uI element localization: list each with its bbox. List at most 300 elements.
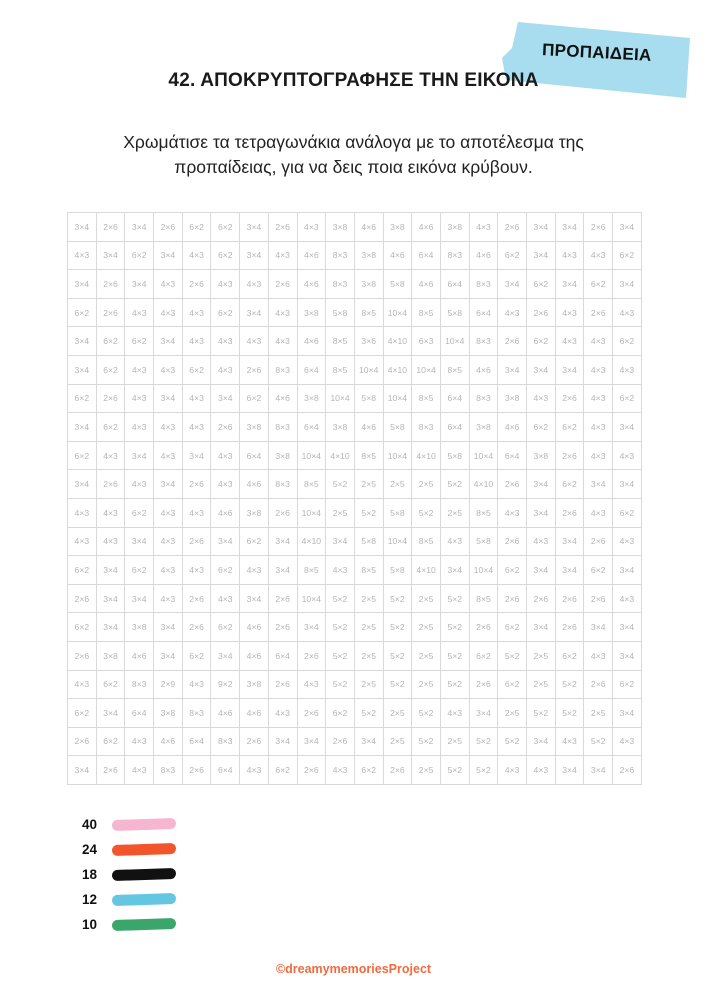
grid-cell[interactable]: 6×2: [613, 671, 642, 700]
grid-cell[interactable]: 2×6: [498, 528, 527, 557]
grid-cell[interactable]: 5×2: [498, 728, 527, 757]
grid-cell[interactable]: 3×8: [97, 642, 126, 671]
grid-cell[interactable]: 6×2: [498, 556, 527, 585]
grid-cell[interactable]: 5×2: [441, 470, 470, 499]
grid-cell[interactable]: 3×8: [240, 499, 269, 528]
grid-cell[interactable]: 3×4: [240, 299, 269, 328]
grid-cell[interactable]: 4×3: [556, 327, 585, 356]
grid-cell[interactable]: 2×6: [97, 470, 126, 499]
grid-cell[interactable]: 2×6: [97, 270, 126, 299]
grid-cell[interactable]: 6×2: [125, 499, 154, 528]
grid-cell[interactable]: 4×6: [211, 499, 240, 528]
grid-cell[interactable]: 6×2: [97, 728, 126, 757]
grid-cell[interactable]: 4×3: [269, 699, 298, 728]
grid-cell[interactable]: 5×2: [556, 671, 585, 700]
grid-cell[interactable]: 6×2: [613, 385, 642, 414]
grid-cell[interactable]: 2×6: [298, 642, 327, 671]
grid-cell[interactable]: 6×4: [269, 642, 298, 671]
grid-cell[interactable]: 4×6: [240, 642, 269, 671]
grid-cell[interactable]: 3×8: [326, 213, 355, 242]
grid-cell[interactable]: 3×8: [125, 613, 154, 642]
grid-cell[interactable]: 8×5: [412, 385, 441, 414]
grid-cell[interactable]: 4×6: [211, 699, 240, 728]
grid-cell[interactable]: 4×10: [470, 470, 499, 499]
grid-cell[interactable]: 9×2: [211, 671, 240, 700]
grid-cell[interactable]: 3×4: [240, 213, 269, 242]
grid-cell[interactable]: 3×4: [97, 242, 126, 271]
grid-cell[interactable]: 6×2: [556, 413, 585, 442]
grid-cell[interactable]: 3×4: [183, 442, 212, 471]
grid-cell[interactable]: 4×6: [470, 356, 499, 385]
grid-cell[interactable]: 2×5: [355, 585, 384, 614]
grid-cell[interactable]: 4×3: [183, 671, 212, 700]
grid-cell[interactable]: 3×4: [556, 756, 585, 785]
grid-cell[interactable]: 3×8: [384, 213, 413, 242]
grid-cell[interactable]: 3×4: [527, 242, 556, 271]
grid-cell[interactable]: 5×8: [384, 499, 413, 528]
grid-cell[interactable]: 2×6: [584, 585, 613, 614]
grid-cell[interactable]: 5×2: [384, 671, 413, 700]
grid-cell[interactable]: 4×3: [240, 556, 269, 585]
grid-cell[interactable]: 4×3: [183, 242, 212, 271]
grid-cell[interactable]: 3×4: [97, 613, 126, 642]
grid-cell[interactable]: 4×10: [326, 442, 355, 471]
grid-cell[interactable]: 3×4: [154, 327, 183, 356]
grid-cell[interactable]: 10×4: [470, 442, 499, 471]
grid-cell[interactable]: 8×3: [183, 699, 212, 728]
grid-cell[interactable]: 3×4: [68, 356, 97, 385]
grid-cell[interactable]: 6×2: [498, 671, 527, 700]
grid-cell[interactable]: 10×4: [384, 299, 413, 328]
grid-cell[interactable]: 10×4: [355, 356, 384, 385]
grid-cell[interactable]: 6×2: [613, 499, 642, 528]
grid-cell[interactable]: 2×6: [183, 585, 212, 614]
grid-cell[interactable]: 8×5: [412, 299, 441, 328]
grid-cell[interactable]: 10×4: [384, 385, 413, 414]
grid-cell[interactable]: 2×6: [326, 728, 355, 757]
grid-cell[interactable]: 2×6: [298, 756, 327, 785]
grid-cell[interactable]: 6×2: [183, 642, 212, 671]
grid-cell[interactable]: 3×8: [441, 213, 470, 242]
grid-cell[interactable]: 10×4: [384, 528, 413, 557]
grid-cell[interactable]: 3×4: [240, 585, 269, 614]
grid-cell[interactable]: 3×4: [556, 556, 585, 585]
grid-cell[interactable]: 2×6: [269, 270, 298, 299]
grid-cell[interactable]: 6×2: [125, 556, 154, 585]
grid-cell[interactable]: 4×3: [211, 356, 240, 385]
grid-cell[interactable]: 5×2: [527, 699, 556, 728]
grid-cell[interactable]: 2×5: [441, 499, 470, 528]
grid-cell[interactable]: 4×3: [441, 528, 470, 557]
grid-cell[interactable]: 6×2: [211, 299, 240, 328]
grid-cell[interactable]: 2×5: [326, 499, 355, 528]
grid-cell[interactable]: 3×8: [240, 671, 269, 700]
grid-cell[interactable]: 3×4: [240, 242, 269, 271]
grid-cell[interactable]: 6×2: [584, 556, 613, 585]
grid-cell[interactable]: 3×4: [527, 556, 556, 585]
grid-cell[interactable]: 2×5: [584, 699, 613, 728]
grid-cell[interactable]: 4×3: [211, 327, 240, 356]
grid-cell[interactable]: 2×6: [183, 270, 212, 299]
grid-cell[interactable]: 4×3: [613, 442, 642, 471]
grid-cell[interactable]: 6×2: [527, 327, 556, 356]
grid-cell[interactable]: 4×3: [584, 499, 613, 528]
grid-cell[interactable]: 4×3: [183, 556, 212, 585]
grid-cell[interactable]: 3×4: [613, 270, 642, 299]
grid-cell[interactable]: 10×4: [298, 499, 327, 528]
grid-cell[interactable]: 10×4: [441, 327, 470, 356]
grid-cell[interactable]: 3×4: [470, 699, 499, 728]
grid-cell[interactable]: 3×8: [326, 413, 355, 442]
grid-cell[interactable]: 3×4: [556, 356, 585, 385]
grid-cell[interactable]: 5×2: [384, 585, 413, 614]
grid-cell[interactable]: 2×6: [584, 671, 613, 700]
grid-cell[interactable]: 3×4: [556, 213, 585, 242]
grid-cell[interactable]: 6×2: [125, 242, 154, 271]
grid-cell[interactable]: 8×5: [326, 356, 355, 385]
grid-cell[interactable]: 8×3: [326, 270, 355, 299]
grid-cell[interactable]: 5×2: [326, 470, 355, 499]
grid-cell[interactable]: 4×6: [240, 613, 269, 642]
grid-cell[interactable]: 6×2: [240, 385, 269, 414]
grid-cell[interactable]: 6×2: [240, 528, 269, 557]
grid-cell[interactable]: 4×3: [211, 470, 240, 499]
grid-cell[interactable]: 3×4: [355, 728, 384, 757]
grid-cell[interactable]: 5×8: [355, 528, 384, 557]
grid-cell[interactable]: 4×3: [613, 356, 642, 385]
grid-cell[interactable]: 4×3: [125, 470, 154, 499]
grid-cell[interactable]: 2×5: [412, 756, 441, 785]
grid-cell[interactable]: 2×6: [97, 385, 126, 414]
grid-cell[interactable]: 4×3: [240, 327, 269, 356]
grid-cell[interactable]: 4×6: [412, 270, 441, 299]
grid-cell[interactable]: 3×4: [68, 270, 97, 299]
grid-cell[interactable]: 2×6: [269, 585, 298, 614]
grid-cell[interactable]: 10×4: [412, 356, 441, 385]
grid-cell[interactable]: 5×8: [441, 442, 470, 471]
grid-cell[interactable]: 8×3: [154, 756, 183, 785]
grid-cell[interactable]: 3×4: [125, 528, 154, 557]
grid-cell[interactable]: 3×4: [613, 613, 642, 642]
grid-cell[interactable]: 6×4: [298, 413, 327, 442]
grid-cell[interactable]: 4×3: [613, 585, 642, 614]
grid-cell[interactable]: 8×3: [211, 728, 240, 757]
grid-cell[interactable]: 2×6: [527, 585, 556, 614]
grid-cell[interactable]: 6×2: [613, 327, 642, 356]
grid-cell[interactable]: 2×6: [298, 699, 327, 728]
grid-cell[interactable]: 4×10: [384, 356, 413, 385]
grid-cell[interactable]: 8×5: [326, 327, 355, 356]
grid-cell[interactable]: 3×8: [527, 442, 556, 471]
grid-cell[interactable]: 6×2: [68, 699, 97, 728]
grid-cell[interactable]: 5×2: [412, 728, 441, 757]
grid-cell[interactable]: 3×4: [125, 442, 154, 471]
grid-cell[interactable]: 3×4: [211, 528, 240, 557]
grid-cell[interactable]: 4×10: [412, 556, 441, 585]
grid-cell[interactable]: 6×4: [441, 270, 470, 299]
grid-cell[interactable]: 4×3: [584, 356, 613, 385]
grid-cell[interactable]: 6×4: [412, 242, 441, 271]
grid-cell[interactable]: 2×6: [556, 499, 585, 528]
grid-cell[interactable]: 3×4: [498, 270, 527, 299]
grid-cell[interactable]: 5×8: [384, 556, 413, 585]
grid-cell[interactable]: 3×4: [613, 699, 642, 728]
grid-cell[interactable]: 6×3: [412, 327, 441, 356]
grid-cell[interactable]: 2×6: [183, 528, 212, 557]
grid-cell[interactable]: 3×6: [355, 327, 384, 356]
grid-cell[interactable]: 4×3: [584, 642, 613, 671]
grid-cell[interactable]: 4×3: [298, 213, 327, 242]
grid-cell[interactable]: 3×4: [527, 728, 556, 757]
grid-cell[interactable]: 5×2: [384, 642, 413, 671]
grid-cell[interactable]: 6×2: [269, 756, 298, 785]
grid-cell[interactable]: 2×6: [527, 299, 556, 328]
grid-cell[interactable]: 6×2: [498, 613, 527, 642]
grid-cell[interactable]: 2×6: [470, 671, 499, 700]
grid-cell[interactable]: 3×4: [154, 642, 183, 671]
grid-cell[interactable]: 4×3: [498, 299, 527, 328]
grid-cell[interactable]: 2×6: [498, 470, 527, 499]
grid-cell[interactable]: 6×2: [527, 270, 556, 299]
grid-cell[interactable]: 4×3: [125, 299, 154, 328]
grid-cell[interactable]: 10×4: [384, 442, 413, 471]
grid-cell[interactable]: 5×8: [384, 270, 413, 299]
grid-cell[interactable]: 6×2: [68, 385, 97, 414]
grid-cell[interactable]: 2×6: [240, 356, 269, 385]
grid-cell[interactable]: 3×4: [154, 613, 183, 642]
grid-cell[interactable]: 3×4: [613, 413, 642, 442]
grid-cell[interactable]: 4×3: [584, 442, 613, 471]
grid-cell[interactable]: 5×8: [441, 299, 470, 328]
grid-cell[interactable]: 2×6: [68, 728, 97, 757]
grid-cell[interactable]: 4×3: [97, 442, 126, 471]
grid-cell[interactable]: 3×4: [97, 556, 126, 585]
grid-cell[interactable]: 6×2: [97, 671, 126, 700]
grid-cell[interactable]: 3×4: [613, 470, 642, 499]
grid-cell[interactable]: 8×5: [355, 442, 384, 471]
grid-cell[interactable]: 2×6: [68, 642, 97, 671]
grid-cell[interactable]: 8×3: [125, 671, 154, 700]
grid-cell[interactable]: 2×6: [584, 213, 613, 242]
grid-cell[interactable]: 6×2: [556, 642, 585, 671]
grid-cell[interactable]: 10×4: [298, 585, 327, 614]
grid-cell[interactable]: 2×5: [527, 642, 556, 671]
grid-cell[interactable]: 2×6: [183, 756, 212, 785]
grid-cell[interactable]: 2×6: [97, 213, 126, 242]
grid-cell[interactable]: 4×3: [527, 756, 556, 785]
grid-cell[interactable]: 3×4: [556, 270, 585, 299]
grid-cell[interactable]: 2×5: [384, 470, 413, 499]
grid-cell[interactable]: 4×3: [125, 413, 154, 442]
grid-cell[interactable]: 2×6: [240, 728, 269, 757]
grid-cell[interactable]: 8×3: [470, 270, 499, 299]
grid-cell[interactable]: 5×2: [441, 642, 470, 671]
grid-cell[interactable]: 8×5: [298, 470, 327, 499]
grid-cell[interactable]: 4×6: [269, 385, 298, 414]
grid-cell[interactable]: 4×3: [125, 756, 154, 785]
grid-cell[interactable]: 2×6: [498, 585, 527, 614]
grid-cell[interactable]: 4×3: [269, 299, 298, 328]
grid-cell[interactable]: 4×3: [183, 499, 212, 528]
grid-cell[interactable]: 5×2: [498, 642, 527, 671]
grid-cell[interactable]: 8×5: [355, 299, 384, 328]
grid-cell[interactable]: 3×4: [125, 270, 154, 299]
grid-cell[interactable]: 5×8: [355, 385, 384, 414]
grid-cell[interactable]: 2×6: [556, 613, 585, 642]
grid-cell[interactable]: 8×3: [470, 327, 499, 356]
grid-cell[interactable]: 3×4: [269, 528, 298, 557]
grid-cell[interactable]: 2×5: [412, 613, 441, 642]
grid-cell[interactable]: 4×3: [613, 528, 642, 557]
grid-cell[interactable]: 2×6: [556, 585, 585, 614]
grid-cell[interactable]: 4×3: [240, 270, 269, 299]
grid-cell[interactable]: 5×8: [326, 299, 355, 328]
grid-cell[interactable]: 4×3: [298, 671, 327, 700]
grid-cell[interactable]: 6×2: [211, 242, 240, 271]
grid-cell[interactable]: 5×2: [326, 613, 355, 642]
grid-cell[interactable]: 4×3: [527, 528, 556, 557]
grid-cell[interactable]: 3×8: [269, 442, 298, 471]
grid-cell[interactable]: 8×5: [298, 556, 327, 585]
grid-cell[interactable]: 2×6: [556, 385, 585, 414]
grid-cell[interactable]: 3×4: [613, 642, 642, 671]
grid-cell[interactable]: 2×5: [412, 470, 441, 499]
grid-cell[interactable]: 3×8: [154, 699, 183, 728]
grid-cell[interactable]: 2×5: [412, 642, 441, 671]
grid-cell[interactable]: 6×2: [470, 642, 499, 671]
grid-cell[interactable]: 2×6: [154, 213, 183, 242]
grid-cell[interactable]: 6×2: [183, 213, 212, 242]
grid-cell[interactable]: 4×3: [183, 385, 212, 414]
grid-cell[interactable]: 4×3: [211, 585, 240, 614]
grid-cell[interactable]: 6×2: [211, 613, 240, 642]
grid-cell[interactable]: 3×4: [527, 613, 556, 642]
grid-cell[interactable]: 6×4: [470, 299, 499, 328]
grid-cell[interactable]: 5×2: [441, 585, 470, 614]
grid-cell[interactable]: 3×4: [211, 385, 240, 414]
grid-cell[interactable]: 4×6: [355, 413, 384, 442]
grid-cell[interactable]: 4×3: [326, 556, 355, 585]
grid-cell[interactable]: 4×3: [68, 671, 97, 700]
grid-cell[interactable]: 4×6: [412, 213, 441, 242]
grid-cell[interactable]: 4×3: [556, 242, 585, 271]
grid-cell[interactable]: 4×3: [154, 585, 183, 614]
grid-cell[interactable]: 8×3: [470, 385, 499, 414]
grid-cell[interactable]: 3×4: [154, 242, 183, 271]
grid-cell[interactable]: 4×3: [68, 528, 97, 557]
grid-cell[interactable]: 5×2: [326, 671, 355, 700]
grid-cell[interactable]: 4×3: [498, 499, 527, 528]
grid-cell[interactable]: 4×6: [298, 327, 327, 356]
grid-cell[interactable]: 3×8: [240, 413, 269, 442]
grid-cell[interactable]: 2×6: [470, 613, 499, 642]
grid-cell[interactable]: 3×4: [298, 728, 327, 757]
grid-cell[interactable]: 5×2: [441, 671, 470, 700]
grid-cell[interactable]: 3×8: [298, 385, 327, 414]
grid-cell[interactable]: 4×3: [211, 442, 240, 471]
grid-cell[interactable]: 2×6: [584, 299, 613, 328]
grid-cell[interactable]: 5×2: [584, 728, 613, 757]
grid-cell[interactable]: 5×2: [326, 642, 355, 671]
grid-cell[interactable]: 4×3: [613, 299, 642, 328]
grid-cell[interactable]: 5×2: [556, 699, 585, 728]
grid-cell[interactable]: 2×5: [441, 728, 470, 757]
grid-cell[interactable]: 2×5: [355, 470, 384, 499]
grid-cell[interactable]: 2×6: [384, 756, 413, 785]
grid-cell[interactable]: 3×4: [154, 385, 183, 414]
grid-cell[interactable]: 4×3: [584, 327, 613, 356]
grid-cell[interactable]: 4×3: [269, 327, 298, 356]
grid-cell[interactable]: 2×5: [355, 671, 384, 700]
grid-cell[interactable]: 6×4: [298, 356, 327, 385]
grid-cell[interactable]: 4×3: [154, 528, 183, 557]
grid-cell[interactable]: 3×4: [68, 327, 97, 356]
grid-cell[interactable]: 5×2: [355, 699, 384, 728]
grid-cell[interactable]: 4×6: [298, 242, 327, 271]
grid-cell[interactable]: 4×3: [584, 385, 613, 414]
grid-cell[interactable]: 4×3: [613, 728, 642, 757]
grid-cell[interactable]: 2×6: [269, 213, 298, 242]
grid-cell[interactable]: 3×8: [470, 413, 499, 442]
grid-cell[interactable]: 10×4: [326, 385, 355, 414]
grid-cell[interactable]: 2×6: [613, 756, 642, 785]
grid-cell[interactable]: 3×4: [97, 585, 126, 614]
grid-cell[interactable]: 3×4: [97, 699, 126, 728]
grid-cell[interactable]: 4×6: [154, 728, 183, 757]
grid-cell[interactable]: 2×5: [355, 613, 384, 642]
grid-cell[interactable]: 4×3: [154, 299, 183, 328]
grid-cell[interactable]: 3×4: [441, 556, 470, 585]
grid-cell[interactable]: 4×10: [298, 528, 327, 557]
grid-cell[interactable]: 6×2: [498, 242, 527, 271]
grid-cell[interactable]: 4×3: [183, 299, 212, 328]
grid-cell[interactable]: 8×5: [412, 528, 441, 557]
grid-cell[interactable]: 5×2: [470, 728, 499, 757]
grid-cell[interactable]: 3×4: [527, 213, 556, 242]
grid-cell[interactable]: 4×6: [240, 470, 269, 499]
grid-cell[interactable]: 2×6: [269, 671, 298, 700]
grid-cell[interactable]: 6×2: [97, 356, 126, 385]
grid-cell[interactable]: 4×3: [470, 213, 499, 242]
grid-cell[interactable]: 6×2: [183, 356, 212, 385]
grid-cell[interactable]: 4×6: [240, 699, 269, 728]
grid-cell[interactable]: 2×6: [68, 585, 97, 614]
grid-cell[interactable]: 4×6: [298, 270, 327, 299]
grid-cell[interactable]: 6×2: [211, 556, 240, 585]
grid-cell[interactable]: 6×2: [326, 699, 355, 728]
grid-cell[interactable]: 3×4: [269, 556, 298, 585]
grid-cell[interactable]: 2×6: [556, 442, 585, 471]
grid-cell[interactable]: 3×4: [298, 613, 327, 642]
grid-cell[interactable]: 6×2: [211, 213, 240, 242]
grid-cell[interactable]: 3×8: [498, 385, 527, 414]
grid-cell[interactable]: 3×4: [68, 756, 97, 785]
grid-cell[interactable]: 4×3: [125, 728, 154, 757]
grid-cell[interactable]: 4×6: [355, 213, 384, 242]
grid-cell[interactable]: 6×2: [613, 242, 642, 271]
grid-cell[interactable]: 10×4: [298, 442, 327, 471]
grid-cell[interactable]: 4×3: [527, 385, 556, 414]
grid-cell[interactable]: 4×3: [498, 756, 527, 785]
grid-cell[interactable]: 3×4: [125, 585, 154, 614]
grid-cell[interactable]: 4×3: [154, 356, 183, 385]
grid-cell[interactable]: 3×4: [269, 728, 298, 757]
grid-cell[interactable]: 3×4: [613, 556, 642, 585]
grid-cell[interactable]: 3×4: [326, 528, 355, 557]
grid-cell[interactable]: 3×4: [125, 213, 154, 242]
grid-cell[interactable]: 3×4: [556, 528, 585, 557]
grid-cell[interactable]: 6×2: [68, 442, 97, 471]
